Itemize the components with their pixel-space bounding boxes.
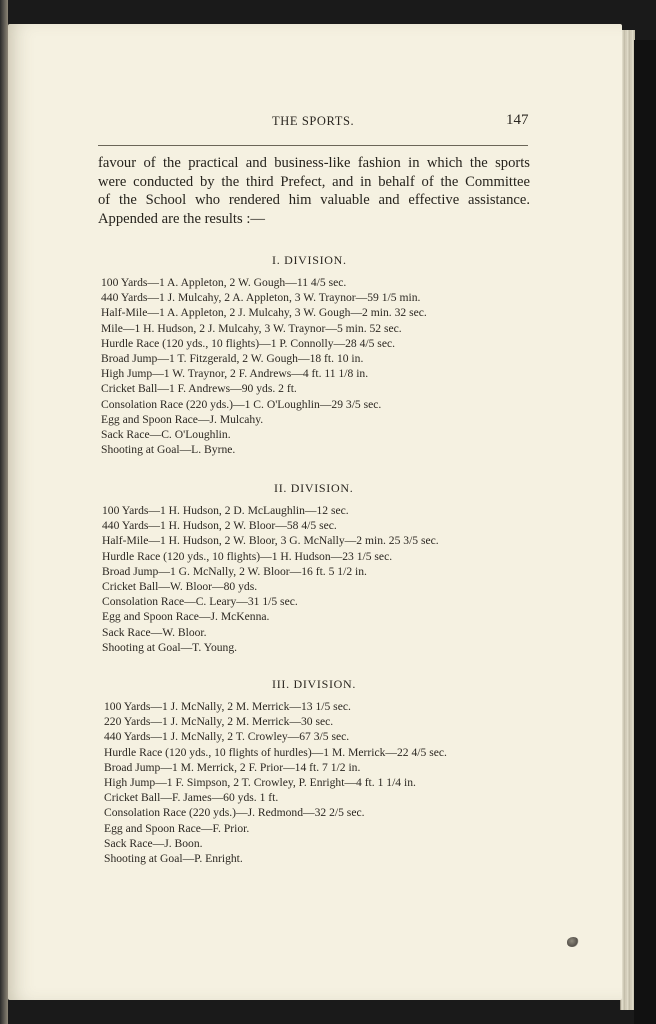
result-line: Shooting at Goal—L. Byrne. [101,443,236,457]
result-line: 440 Yards—1 J. Mulcahy, 2 A. Appleton, 3 W. Traynor—59 1/5 min. [101,291,421,305]
division-2-results [102,503,439,655]
intro-paragraph [98,154,530,228]
division-heading-1: I. DIVISION. [272,253,347,267]
result-line: Consolation Race (220 yds.)—1 C. O'Loughlin—29 3/5 sec. [101,397,382,411]
book-gutter [0,0,8,1024]
header-rule [98,145,528,146]
result-line: Consolation Race—C. Leary—31 1/5 sec. [102,595,298,609]
result-line: 220 Yards—1 J. McNally, 2 M. Merrick—30 sec. [104,715,334,729]
result-line: Egg and Spoon Race—J. Mulcahy. [101,412,264,426]
result-line: High Jump—1 W. Traynor, 2 F. Andrews—4 ft. 11 1/8 in. [101,367,369,381]
result-line: Half-Mile—1 A. Appleton, 2 J. Mulcahy, 3 W. Gough—2 min. 32 sec. [101,306,427,320]
result-line: Egg and Spoon Race—F. Prior. [104,821,250,835]
result-line: Half-Mile—1 H. Hudson, 2 W. Bloor, 3 G. McNally—2 min. 25 3/5 sec. [102,534,439,548]
result-line: Cricket Ball—F. James—60 yds. 1 ft. [104,791,279,805]
result-line: 100 Yards—1 J. McNally, 2 M. Merrick—13 1/5 sec. [104,700,351,713]
intro-line: were conducted by the third Prefect, and in behalf of the Committee [98,173,530,190]
result-line: 440 Yards—1 J. McNally, 2 T. Crowley—67 3/5 sec. [104,730,350,744]
result-line: 100 Yards—1 A. Appleton, 2 W. Gough—11 4/5 sec. [101,276,347,289]
result-line: Shooting at Goal—P. Enright. [104,852,243,866]
result-line: Egg and Spoon Race—J. McKenna. [102,610,270,624]
result-line: Mile—1 H. Hudson, 2 J. Mulcahy, 3 W. Traynor—5 min. 52 sec. [101,321,402,335]
result-line: 440 Yards—1 H. Hudson, 2 W. Bloor—58 4/5 sec. [102,519,337,533]
division-heading-2: II. DIVISION. [274,481,354,495]
result-line: Sack Race—C. O'Loughlin. [101,428,231,442]
page-number: 147 [506,112,529,128]
result-line: Hurdle Race (120 yds., 10 flights of hurdles)—1 M. Merrick—22 4/5 sec. [104,745,447,759]
page-stack-edge [620,30,635,1010]
intro-line: of the School who rendered him valuable and effective assistance. [98,192,530,209]
result-line: 100 Yards—1 H. Hudson, 2 D. McLaughlin—12 sec. [102,504,349,517]
running-head: THE SPORTS. [272,114,355,128]
result-line: Broad Jump—1 T. Fitzgerald, 2 W. Gough—18 ft. 10 in. [101,352,364,366]
result-line: Hurdle Race (120 yds., 10 flights)—1 P. Connolly—28 4/5 sec. [101,336,396,350]
intro-line: Appended are the results :— [98,210,265,227]
result-line: Cricket Ball—W. Bloor—80 yds. [102,580,258,594]
division-heading-3: III. DIVISION. [272,677,357,691]
result-line: Broad Jump—1 M. Merrick, 2 F. Prior—14 ft. 7 1/2 in. [104,760,361,774]
result-line: High Jump—1 F. Simpson, 2 T. Crowley, P. Enright—4 ft. 1 1/4 in. [104,776,416,790]
result-line: Broad Jump—1 G. McNally, 2 W. Bloor—16 ft. 5 1/2 in. [102,564,367,578]
result-line: Cricket Ball—1 F. Andrews—90 yds. 2 ft. [101,382,297,396]
intro-line: favour of the practical and business-like fashion in which the sports [98,155,530,171]
result-line: Consolation Race (220 yds.)—J. Redmond—32 2/5 sec. [104,806,365,820]
scan-background-edge [634,40,656,1024]
result-line: Sack Race—J. Boon. [104,836,203,850]
division-1-results [101,275,427,457]
result-line: Sack Race—W. Bloor. [102,625,207,639]
result-line: Shooting at Goal—T. Young. [102,640,238,654]
result-line: Hurdle Race (120 yds., 10 flights)—1 H. Hudson—23 1/5 sec. [102,549,393,563]
division-3-results [104,699,447,866]
